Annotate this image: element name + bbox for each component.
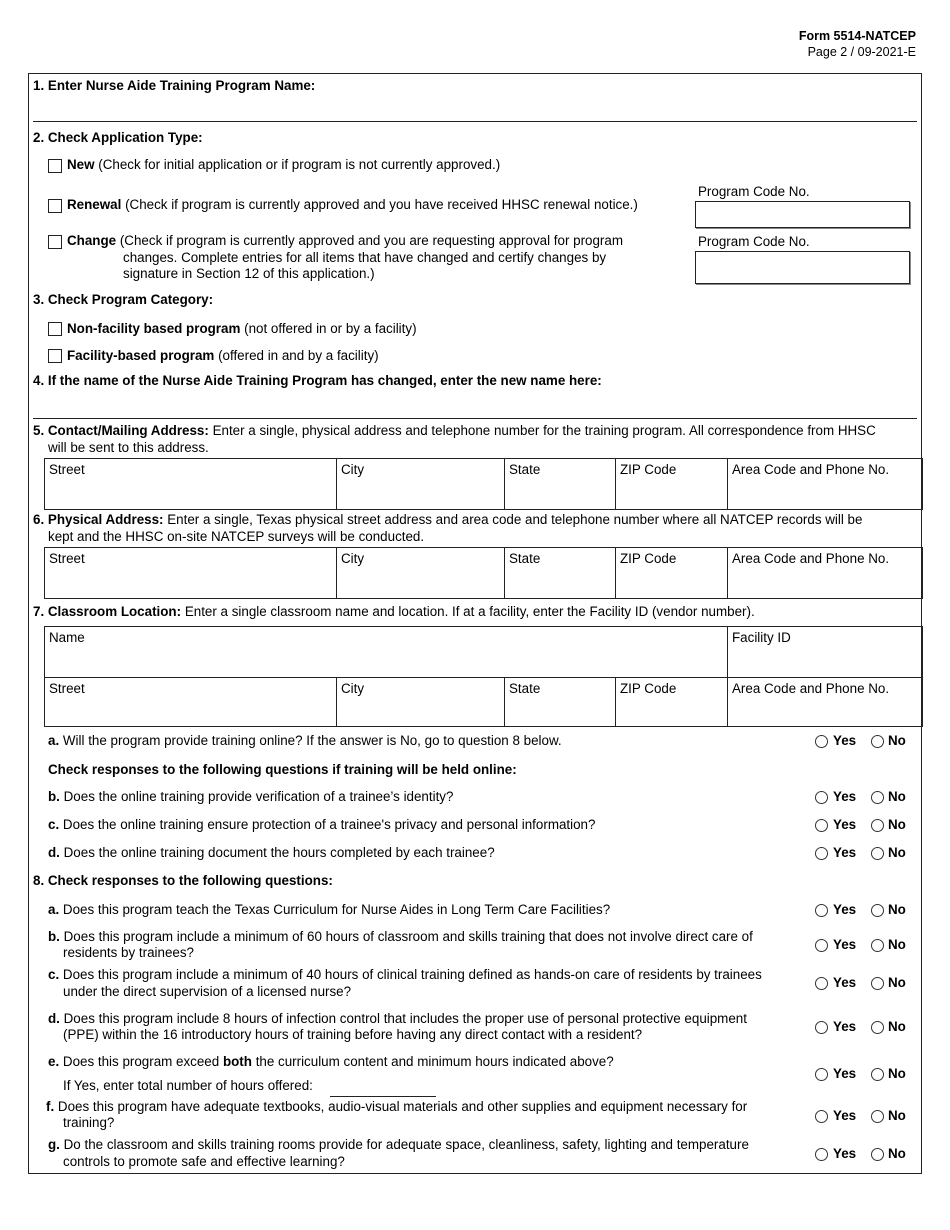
s8-qa-yes-label: Yes (833, 902, 857, 917)
s8-qd-no-radio[interactable] (871, 1021, 884, 1034)
s8-qg-no-label: No (888, 1146, 906, 1161)
s8-qa-letter: a. (48, 902, 60, 917)
s7-name-grid (44, 626, 923, 678)
s6-address-grid (44, 547, 923, 599)
s8-qf-yes-radio[interactable] (815, 1110, 828, 1123)
s7-label-line (33, 604, 755, 620)
s6-zip-field[interactable] (615, 548, 727, 598)
s8-qe-bold: both (222, 1054, 252, 1069)
s6-label: 6. Physical Address: (33, 512, 164, 527)
change-program-code-input[interactable] (695, 251, 910, 284)
s7-qa-yes-label: Yes (833, 733, 857, 748)
renewal-program-code-input[interactable] (695, 201, 910, 228)
s7-phone-field[interactable] (727, 678, 922, 726)
renewal-program-code-label: Program Code No. (698, 184, 810, 199)
s6-city-field[interactable] (336, 548, 504, 598)
s7-state-field[interactable] (504, 678, 615, 726)
s8-qe-hours-input[interactable] (330, 1096, 436, 1097)
renewal-desc: (Check if program is currently approved and you have received HHSC renewal notice.) (125, 197, 638, 212)
s5-desc-2: will be sent to this address. (48, 440, 209, 455)
s8-qb-yes-radio[interactable] (815, 939, 828, 952)
s7-qd-yes-label: Yes (833, 845, 857, 860)
s7-desc: Enter a single classroom name and location. If at a facility, enter the Facility ID (vendor number). (184, 604, 755, 619)
s7-qd-no-radio[interactable] (871, 847, 884, 860)
s7-qa-no-radio[interactable] (871, 735, 884, 748)
s7-qb-yes-radio[interactable] (815, 791, 828, 804)
s5-street-field[interactable] (45, 459, 336, 509)
s8-qc-yes-label: Yes (833, 975, 857, 990)
s7-qc-yes-label: Yes (833, 817, 857, 832)
s8-qd-yes-radio[interactable] (815, 1021, 828, 1034)
s7-address-grid (44, 677, 923, 727)
city-label: City (341, 462, 365, 477)
change-checkbox[interactable] (48, 235, 62, 249)
s7-qa (48, 733, 562, 749)
s8-qd-text-2: (PPE) within the 16 introductory hours of training before having any direct contact with a resident? (63, 1027, 643, 1042)
s1-label: 1. Enter Nurse Aide Training Program Name: (33, 78, 316, 93)
facility-option (67, 348, 379, 364)
zip-label: ZIP Code (620, 681, 677, 696)
s8-qg-no-radio[interactable] (871, 1148, 884, 1161)
s7-qc-letter: c. (48, 817, 60, 832)
s8-qa-text: Does this program teach the Texas Curriculum for Nurse Aides in Long Term Care Facilities? (62, 902, 611, 917)
s8-qb-text-1: Does this program include a minimum of 60 hours of classroom and skills training that does not involve direct care of (63, 929, 753, 944)
s8-qg-text-1: Do the classroom and skills training rooms provide for adequate space, cleanliness, safety, lighting and temperature (63, 1137, 749, 1152)
s7-qd-yes-radio[interactable] (815, 847, 828, 860)
s8-qc (48, 967, 762, 983)
s7-facility-id-field[interactable] (727, 627, 922, 677)
change-label: Change (67, 233, 117, 248)
nonfacility-checkbox[interactable] (48, 322, 62, 336)
s8-qg-yes-label: Yes (833, 1146, 857, 1161)
s8-label: 8. Check responses to the following questions: (33, 873, 333, 888)
new-option (67, 157, 500, 173)
s8-qc-letter: c. (48, 967, 60, 982)
phone-label: Area Code and Phone No. (732, 551, 890, 566)
s5-phone-field[interactable] (727, 459, 922, 509)
zip-label: ZIP Code (620, 551, 677, 566)
s8-qd-letter: d. (48, 1011, 60, 1026)
s8-qg (48, 1137, 749, 1153)
phone-label: Area Code and Phone No. (732, 462, 890, 477)
s8-qf-letter: f. (46, 1099, 55, 1114)
page-info: Page 2 / 09-2021-E (807, 45, 916, 59)
city-label: City (341, 681, 365, 696)
facility-checkbox[interactable] (48, 349, 62, 363)
city-label: City (341, 551, 365, 566)
s8-qf-text-2: training? (63, 1115, 115, 1130)
s8-qa-yes-radio[interactable] (815, 904, 828, 917)
facility-id-label: Facility ID (732, 630, 791, 645)
s8-qc-text-1: Does this program include a minimum of 40 hours of clinical training defined as hands-on care of residents by trainees (62, 967, 762, 982)
s4-new-name-line[interactable] (33, 418, 917, 419)
s8-qe-hours-label: If Yes, enter total number of hours offered: (63, 1078, 313, 1093)
s8-qf-no-label: No (888, 1108, 906, 1123)
s8-qc-text-2: under the direct supervision of a licensed nurse? (63, 984, 352, 999)
s7-qc-text: Does the online training ensure protection of a trainee's privacy and personal information? (62, 817, 596, 832)
s7-qd (48, 845, 495, 861)
s8-qb-no-label: No (888, 937, 906, 952)
s7-qd-no-label: No (888, 845, 906, 860)
s8-qb (48, 929, 753, 945)
s7-street-field[interactable] (45, 678, 336, 726)
s8-qc-no-label: No (888, 975, 906, 990)
s8-qb-no-radio[interactable] (871, 939, 884, 952)
s8-qa-no-radio[interactable] (871, 904, 884, 917)
s8-qb-text-2: residents by trainees? (63, 945, 195, 960)
s2-label: 2. Check Application Type: (33, 130, 203, 145)
s5-city-field[interactable] (336, 459, 504, 509)
s7-qa-yes-radio[interactable] (815, 735, 828, 748)
s8-qg-yes-radio[interactable] (815, 1148, 828, 1161)
s8-qc-yes-radio[interactable] (815, 977, 828, 990)
s7-city-field[interactable] (336, 678, 504, 726)
s7-qb-no-label: No (888, 789, 906, 804)
state-label: State (509, 681, 541, 696)
s7-qb-text: Does the online training provide verification of a trainee’s identity? (63, 789, 454, 804)
s5-address-grid (44, 458, 923, 510)
s8-qf-yes-label: Yes (833, 1108, 857, 1123)
s7-qb-no-radio[interactable] (871, 791, 884, 804)
s7-qd-letter: d. (48, 845, 60, 860)
zip-label: ZIP Code (620, 462, 677, 477)
s8-qe-text-a: Does this program exceed (62, 1054, 220, 1069)
renewal-option (67, 197, 638, 213)
s1-name-line[interactable] (33, 121, 917, 122)
s7-online-header: Check responses to the following questions if training will be held online: (48, 762, 517, 777)
change-option (67, 233, 623, 249)
s7-label: 7. Classroom Location: (33, 604, 182, 619)
s8-qg-letter: g. (48, 1137, 60, 1152)
s5-desc-1: Enter a single, physical address and telephone number for the training program. All correspondence from HHSC (212, 423, 876, 438)
s8-qf (46, 1099, 747, 1115)
s7-qc (48, 817, 595, 833)
s7-qd-text: Does the online training document the hours completed by each trainee? (63, 845, 495, 860)
s7-qb-yes-label: Yes (833, 789, 857, 804)
s8-qe-letter: e. (48, 1054, 60, 1069)
s8-qd-no-label: No (888, 1019, 906, 1034)
nonfacility-label: Non-facility based program (67, 321, 241, 336)
s8-qb-letter: b. (48, 929, 60, 944)
change-desc-1: (Check if program is currently approved and you are requesting approval for program (119, 233, 623, 248)
s7-qc-yes-radio[interactable] (815, 819, 828, 832)
s8-qe-yes-radio[interactable] (815, 1068, 828, 1081)
s8-qb-yes-label: Yes (833, 937, 857, 952)
form-number: Form 5514-NATCEP (798, 29, 916, 43)
s6-phone-field[interactable] (727, 548, 922, 598)
s5-state-field[interactable] (504, 459, 615, 509)
s7-qa-no-label: No (888, 733, 906, 748)
s6-desc-2: kept and the HHSC on-site NATCEP surveys will be conducted. (48, 529, 425, 544)
s5-label-line-1 (33, 423, 876, 439)
s6-state-field[interactable] (504, 548, 615, 598)
s7-zip-field[interactable] (615, 678, 727, 726)
change-program-code-label: Program Code No. (698, 234, 810, 249)
s6-desc-1: Enter a single, Texas physical street address and area code and telephone number where all NATCEP records will be (167, 512, 863, 527)
s7-qc-no-radio[interactable] (871, 819, 884, 832)
s8-qc-no-radio[interactable] (871, 977, 884, 990)
change-desc-2: changes. Complete entries for all items that have changed and certify changes by (123, 250, 607, 265)
new-desc: (Check for initial application or if program is not currently approved.) (98, 157, 501, 172)
facility-label: Facility-based program (67, 348, 215, 363)
s8-qd (48, 1011, 747, 1027)
facility-desc: (offered in and by a facility) (218, 348, 379, 363)
s8-qg-text-2: controls to promote safe and effective learning? (63, 1154, 345, 1169)
s7-qa-text: Will the program provide training online? If the answer is No, go to question 8 below. (62, 733, 562, 748)
phone-label: Area Code and Phone No. (732, 681, 890, 696)
s8-qe-text-b: the curriculum content and minimum hours indicated above? (255, 1054, 614, 1069)
s8-qe-yes-label: Yes (833, 1066, 857, 1081)
new-label: New (67, 157, 95, 172)
s8-qe-no-label: No (888, 1066, 906, 1081)
renewal-label: Renewal (67, 197, 122, 212)
s8-qa-no-label: No (888, 902, 906, 917)
s4-label: 4. If the name of the Nurse Aide Training Program has changed, enter the new name here: (33, 373, 602, 388)
s3-label: 3. Check Program Category: (33, 292, 214, 307)
s8-qe-no-radio[interactable] (871, 1068, 884, 1081)
s6-street-field[interactable] (45, 548, 336, 598)
s7-qc-no-label: No (888, 817, 906, 832)
s8-qf-text-1: Does this program have adequate textbooks, audio-visual materials and other supplies and equipment necessary for (57, 1099, 748, 1114)
s6-label-line-1 (33, 512, 862, 528)
s7-qb (48, 789, 453, 805)
s7-qa-letter: a. (48, 733, 60, 748)
renewal-checkbox[interactable] (48, 199, 62, 213)
street-label: Street (49, 462, 85, 477)
s7-name-field[interactable] (45, 627, 727, 677)
state-label: State (509, 462, 541, 477)
s8-qd-yes-label: Yes (833, 1019, 857, 1034)
street-label: Street (49, 551, 85, 566)
change-desc-3: signature in Section 12 of this application.) (123, 266, 375, 281)
nonfacility-desc: (not offered in or by a facility) (244, 321, 417, 336)
street-label: Street (49, 681, 85, 696)
new-checkbox[interactable] (48, 159, 62, 173)
s8-qa (48, 902, 610, 918)
s7-qb-letter: b. (48, 789, 60, 804)
s8-qd-text-1: Does this program include 8 hours of infection control that includes the proper use of personal protective equipment (63, 1011, 747, 1026)
s5-label: 5. Contact/Mailing Address: (33, 423, 209, 438)
state-label: State (509, 551, 541, 566)
s8-qf-no-radio[interactable] (871, 1110, 884, 1123)
name-label: Name (49, 630, 85, 645)
s5-zip-field[interactable] (615, 459, 727, 509)
s8-qe (48, 1054, 614, 1070)
nonfacility-option (67, 321, 417, 337)
